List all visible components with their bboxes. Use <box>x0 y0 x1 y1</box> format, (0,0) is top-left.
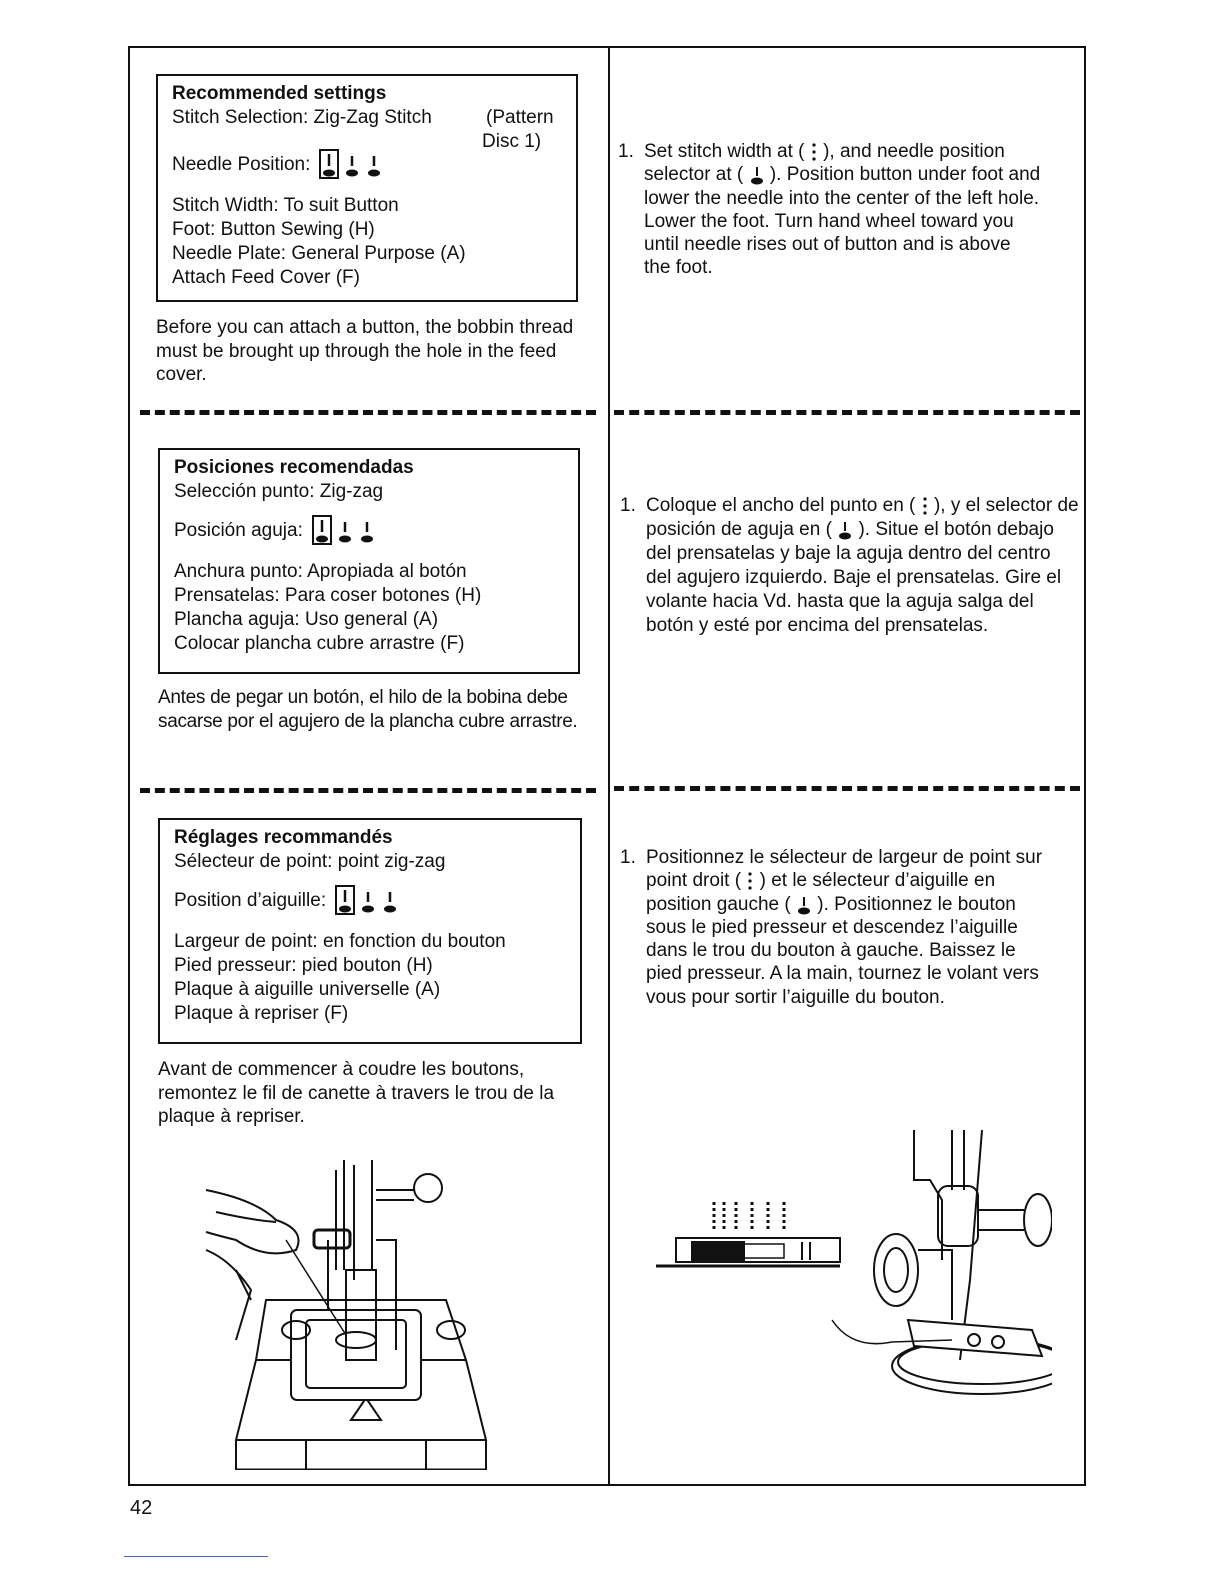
column-divider <box>608 46 610 1486</box>
settings-box-english <box>156 74 578 302</box>
section-separator <box>614 410 1080 415</box>
intro-french: Avant de commencer à coudre les boutons, remontez le fil de canette à travers le trou de la plaque à repriser. <box>158 1059 555 1127</box>
settings-title: Recommended settings <box>172 83 387 104</box>
section-separator <box>140 410 596 415</box>
foot: Prensatelas: Para coser botones (H) <box>174 585 482 606</box>
needle-position-row: Needle Position: <box>172 148 562 182</box>
page-number: 42 <box>130 1497 153 1519</box>
section-separator <box>614 786 1080 791</box>
needle-position-row: Posición aguja: <box>174 514 564 548</box>
stitch-selection: Sélecteur de point: point zig-zag <box>174 851 446 872</box>
stitch-width-dots-icon <box>746 871 754 891</box>
illustration-bobbin-thread <box>196 1140 516 1470</box>
needle-position-row: Position d’aiguille: <box>174 884 566 918</box>
needle-plate: Plaque à aiguille universelle (A) <box>174 979 441 1000</box>
stitch-width-dots-icon <box>810 142 818 162</box>
footer-link-underline <box>124 1556 268 1557</box>
needle-position-left-icon <box>334 884 404 918</box>
intro-english: Before you can attach a button, the bobbin thread must be brought up through the hole in the feed cover. <box>156 317 574 385</box>
stitch-selection: Stitch Selection: Zig-Zag Stitch (Pattern <box>172 107 554 128</box>
feed-cover: Colocar plancha cubre arrastre (F) <box>174 633 465 654</box>
foot: Pied presseur: pied bouton (H) <box>174 955 433 976</box>
needle-left-selector-icon <box>749 165 765 185</box>
pattern-note: (Pattern <box>486 107 554 128</box>
section-separator <box>140 788 596 793</box>
step-english: 1. Set stitch width at ( ), and needle position selector at ( ). Position button under foot and lower the needle into the center of the left hole. Lower the foot. Turn hand wheel toward you until needle rises out of button and is above the foot. <box>618 141 1041 279</box>
stitch-selection: Selección punto: Zig-zag <box>174 481 384 502</box>
feed-cover: Plaque à repriser (F) <box>174 1003 349 1024</box>
needle-plate: Needle Plate: General Purpose (A) <box>172 243 466 264</box>
foot: Foot: Button Sewing (H) <box>172 219 375 240</box>
settings-box-french <box>158 818 582 1044</box>
feed-cover: Attach Feed Cover (F) <box>172 267 360 288</box>
stitch-width-dots-icon <box>921 496 929 516</box>
needle-plate: Plancha aguja: Uso general (A) <box>174 609 439 630</box>
step-french: 1. Positionnez le sélecteur de largeur de point sur point droit ( ) et le sélecteur d’aiguille en position gauche ( ). Positionnez le bouton sous le pied presseur et descendez l’aiguille dans le trou du bouton à gauche. Baissez le pied presseur. A la main, tournez le volant vers vous pour sortir l’aiguille du bouton. <box>620 847 1043 1008</box>
illustration-button-sewing <box>652 1120 1052 1400</box>
needle-position-left-icon <box>311 514 381 548</box>
step-spanish: 1. Coloque el ancho del punto en ( ), y el selector de posición de aguja en ( ). Situe el botón debajo del prensatelas y baje la aguja dentro del centro del agujero izquierdo. Baje el prensatelas. Gire el volante hacia Vd. hasta que la aguja salga del botón y esté por encima del prensatelas. <box>620 495 1079 636</box>
pattern-note-disc: Disc 1) <box>482 131 542 152</box>
settings-title: Posiciones recomendadas <box>174 457 414 478</box>
settings-box-spanish <box>158 448 580 674</box>
intro-spanish: Antes de pegar un botón, el hilo de la bobina debe sacarse por el agujero de la plancha cubre arrastre. <box>158 687 578 732</box>
settings-title: Réglages recommandés <box>174 827 393 848</box>
stitch-width: Stitch Width: To suit Button <box>172 195 399 216</box>
stitch-width: Largeur de point: en fonction du bouton <box>174 931 506 952</box>
stitch-width: Anchura punto: Apropiada al botón <box>174 561 467 582</box>
needle-left-selector-icon <box>837 520 853 540</box>
needle-left-selector-icon <box>796 895 812 915</box>
